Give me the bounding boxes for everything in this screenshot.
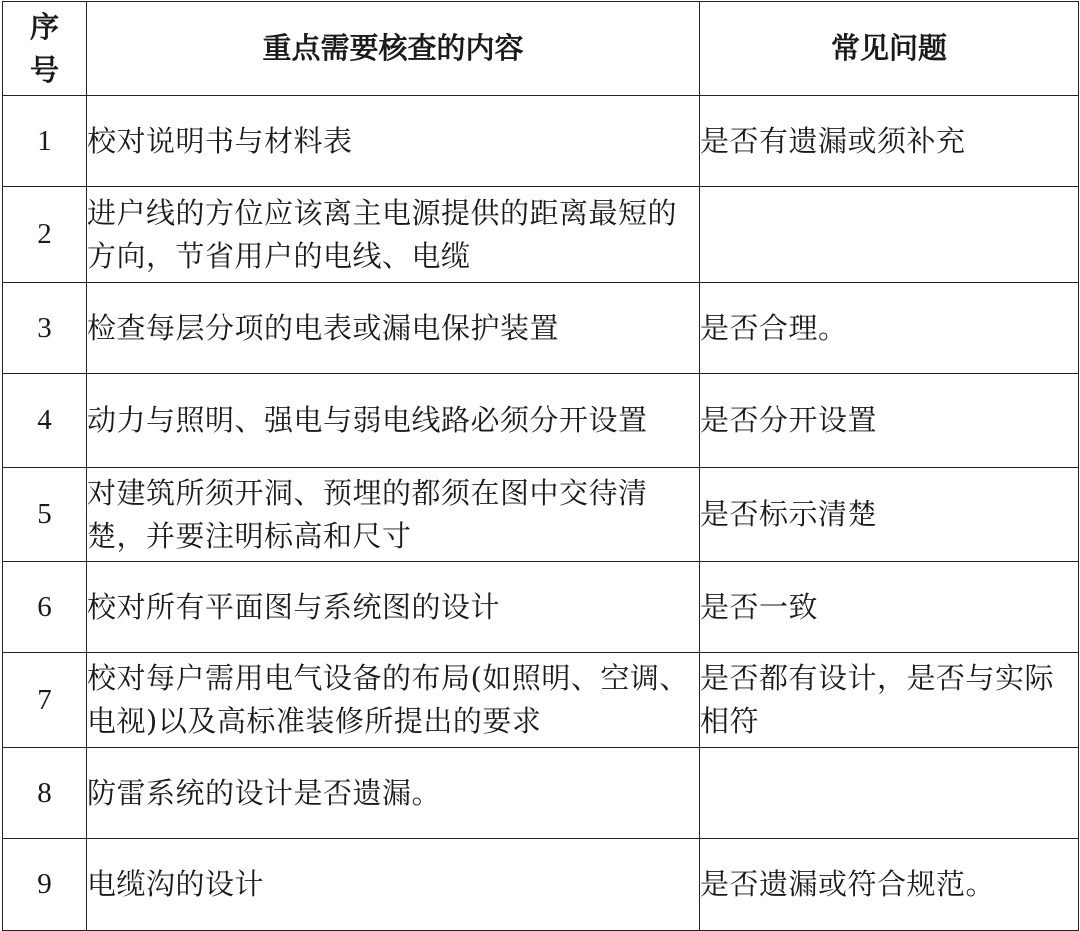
table-row bbox=[3, 468, 1079, 562]
table-row bbox=[3, 96, 1079, 187]
row-issue: 是否有遗漏或须补充 bbox=[700, 96, 1079, 187]
table-row bbox=[3, 187, 1079, 283]
row-seq: 3 bbox=[3, 283, 87, 374]
row-seq: 1 bbox=[3, 96, 87, 187]
header-issues: 常见问题 bbox=[700, 2, 1079, 96]
row-content: 校对所有平面图与系统图的设计 bbox=[87, 562, 700, 653]
header-seq bbox=[3, 2, 87, 96]
row-content: 校对每户需用电气设备的布局(如照明、空调、电视)以及高标准装修所提出的要求 bbox=[87, 653, 700, 748]
table-row bbox=[3, 653, 1079, 748]
row-issue: 是否分开设置 bbox=[700, 374, 1079, 468]
review-checklist-table bbox=[2, 1, 1079, 931]
row-content: 检查每层分项的电表或漏电保护装置 bbox=[87, 283, 700, 374]
row-content: 动力与照明、强电与弱电线路必须分开设置 bbox=[87, 374, 700, 468]
row-seq: 4 bbox=[3, 374, 87, 468]
row-issue: 是否遗漏或符合规范。 bbox=[700, 839, 1079, 931]
row-issue bbox=[700, 187, 1079, 283]
row-seq: 9 bbox=[3, 839, 87, 931]
row-content: 对建筑所须开洞、预埋的都须在图中交待清楚，并要注明标高和尺寸 bbox=[87, 468, 700, 562]
header-seq-line1: 序 bbox=[29, 9, 59, 44]
row-seq: 6 bbox=[3, 562, 87, 653]
row-issue: 是否都有设计，是否与实际相符 bbox=[700, 653, 1079, 748]
table-row bbox=[3, 374, 1079, 468]
row-content: 防雷系统的设计是否遗漏。 bbox=[87, 748, 700, 839]
table-row bbox=[3, 748, 1079, 839]
row-seq: 2 bbox=[3, 187, 87, 283]
row-seq: 5 bbox=[3, 468, 87, 562]
table-row bbox=[3, 562, 1079, 653]
row-issue: 是否合理。 bbox=[700, 283, 1079, 374]
header-content: 重点需要核查的内容 bbox=[87, 2, 700, 96]
row-seq: 8 bbox=[3, 748, 87, 839]
row-seq: 7 bbox=[3, 653, 87, 748]
table-row bbox=[3, 283, 1079, 374]
row-issue bbox=[700, 748, 1079, 839]
row-content: 进户线的方位应该离主电源提供的距离最短的方向，节省用户的电线、电缆 bbox=[87, 187, 700, 283]
row-issue: 是否一致 bbox=[700, 562, 1079, 653]
row-content: 校对说明书与材料表 bbox=[87, 96, 700, 187]
table-row bbox=[3, 839, 1079, 931]
row-issue: 是否标示清楚 bbox=[700, 468, 1079, 562]
header-seq-line2: 号 bbox=[29, 52, 59, 87]
header-row bbox=[3, 2, 1079, 96]
row-content: 电缆沟的设计 bbox=[87, 839, 700, 931]
